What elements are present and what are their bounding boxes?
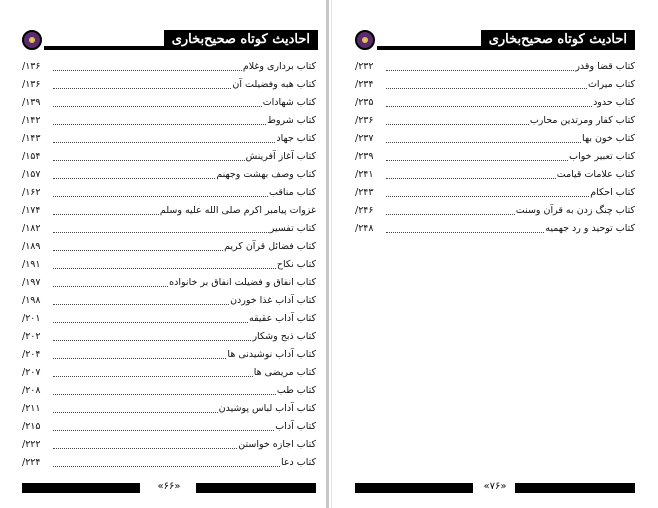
entry-title: کتاب برداری وغلام [242, 61, 316, 72]
dot-leader [386, 214, 515, 215]
entry-page-number: ۲۰۷/ [22, 367, 41, 378]
entry-title: کتاب انفاق و فضیلت انفاق بر خانواده [169, 277, 316, 288]
dot-leader [53, 286, 168, 287]
entry-title: کتاب ذبح وشکار [252, 331, 316, 342]
toc-entry [22, 256, 316, 274]
toc-entry [22, 184, 316, 202]
toc-entry [22, 346, 316, 364]
toc-entry [355, 94, 635, 112]
entry-title: کتاب جهاد [276, 133, 316, 144]
entry-title: کتاب حدود [593, 97, 635, 108]
toc-entry [22, 436, 316, 454]
dot-leader [53, 412, 218, 413]
toc-entry [22, 328, 316, 346]
left-page [0, 0, 320, 508]
toc-entry [22, 454, 316, 472]
footer-bar-left [355, 483, 473, 493]
toc-entry [22, 382, 316, 400]
toc-entry [22, 130, 316, 148]
dot-leader [53, 340, 251, 341]
toc-entry [22, 112, 316, 130]
entry-title: کتاب شهادات [262, 97, 316, 108]
dot-leader [53, 250, 223, 251]
dot-leader [53, 70, 242, 71]
header-title: احادیث کوتاه صحیح‌بخاری [481, 30, 635, 50]
entry-title: کتاب چنگ زدن به قرآن وسنت [515, 205, 635, 216]
toc-entry [355, 184, 635, 202]
entry-title: کتاب آداب [275, 421, 316, 432]
entry-title: کتاب مناقب [269, 187, 316, 198]
toc-entry [22, 310, 316, 328]
toc-entry [22, 400, 316, 418]
entry-page-number: ۲۳۵/ [355, 97, 374, 108]
entry-title: کتاب کفار ومرتدین محارب [529, 115, 635, 126]
dot-leader [53, 304, 229, 305]
dot-leader [53, 196, 268, 197]
dot-leader [53, 178, 215, 179]
entry-title: کتاب علامات قیامت [556, 169, 635, 180]
toc-entry [22, 364, 316, 382]
entry-page-number: ۲۱۵/ [22, 421, 41, 432]
entry-page-number: ۲۳۹/ [355, 151, 374, 162]
entry-page-number: ۲۴۳/ [355, 187, 374, 198]
dot-leader [53, 358, 226, 359]
dot-leader [53, 106, 262, 107]
toc-entry [355, 166, 635, 184]
entry-title: کتاب قضا وقدر [575, 61, 635, 72]
toc-entry [22, 220, 316, 238]
dot-leader [386, 70, 574, 71]
entry-title: کتاب توحید و رد جهمیه [545, 223, 635, 234]
dot-leader [53, 466, 280, 467]
entry-page-number: ۱۵۷/ [22, 169, 41, 180]
dot-leader [53, 232, 269, 233]
entry-page-number: ۱۴۲/ [22, 115, 41, 126]
dot-leader [53, 88, 231, 89]
entry-page-number: ۱۳۹/ [22, 97, 41, 108]
entry-page-number: ۲۴۸/ [355, 223, 374, 234]
emblem-icon [22, 30, 42, 50]
dot-leader [53, 268, 276, 269]
entry-page-number: ۲۰۱/ [22, 313, 41, 324]
dot-leader [386, 106, 592, 107]
entry-page-number: ۲۱۱/ [22, 403, 41, 414]
toc-entry [355, 202, 635, 220]
footer-bar-right [515, 483, 635, 493]
entry-title: کتاب میراث [587, 79, 635, 90]
entry-page-number: ۲۳۷/ [355, 133, 374, 144]
toc-entry [22, 238, 316, 256]
toc-entry [22, 292, 316, 310]
page-spine [326, 0, 329, 508]
entry-title: کتاب اجازه خواستن [238, 439, 316, 450]
dot-leader [53, 394, 276, 395]
entry-page-number: ۱۴۳/ [22, 133, 41, 144]
toc-entry [355, 148, 635, 166]
dot-leader [386, 124, 529, 125]
dot-leader [53, 376, 253, 377]
dot-leader [53, 322, 248, 323]
entry-page-number: ۱۸۲/ [22, 223, 41, 234]
entry-page-number: ۲۲۴/ [22, 457, 41, 468]
entry-page-number: ۲۴۶/ [355, 205, 374, 216]
entry-page-number: ۲۳۴/ [355, 79, 374, 90]
entry-page-number: ۲۲۲/ [22, 439, 41, 450]
entry-title: کتاب طب [276, 385, 316, 396]
entry-title: کتاب وصف بهشت وجهنم [216, 169, 316, 180]
entry-title: کتاب آداب نوشیدنی ها [227, 349, 316, 360]
page-spine-shadow [331, 0, 332, 508]
entry-page-number: ۲۰۴/ [22, 349, 41, 360]
entry-page-number: ۱۵۴/ [22, 151, 41, 162]
table-of-contents [22, 58, 316, 472]
entry-page-number: ۲۰۲/ [22, 331, 41, 342]
entry-page-number: ۲۴۱/ [355, 169, 374, 180]
dot-leader [53, 448, 237, 449]
footer-bar-left [22, 483, 140, 493]
entry-page-number: ۲۳۶/ [355, 115, 374, 126]
entry-title: کتاب دعا [280, 457, 316, 468]
toc-entry [355, 112, 635, 130]
dot-leader [53, 142, 275, 143]
entry-title: غزوات پیامبر اکرم صلی الله علیه وسلم [159, 205, 316, 216]
entry-title: کتاب فضائل قرآن کریم [224, 241, 316, 252]
page-header [355, 30, 635, 52]
entry-page-number: ۱۸۹/ [22, 241, 41, 252]
page-footer [22, 481, 316, 493]
entry-title: کتاب تفسیر [269, 223, 316, 234]
right-page [335, 0, 655, 508]
emblem-icon [355, 30, 375, 50]
entry-title: کتاب تعبیر خواب [569, 151, 635, 162]
entry-page-number: ۱۷۴/ [22, 205, 41, 216]
toc-entry [22, 418, 316, 436]
toc-entry [355, 130, 635, 148]
toc-entry [22, 202, 316, 220]
dot-leader [386, 88, 587, 89]
dot-leader [386, 178, 556, 179]
entry-title: کتاب هبه وفضیلت آن [232, 79, 316, 90]
table-of-contents [355, 58, 635, 238]
dot-leader [386, 142, 581, 143]
dot-leader [386, 196, 589, 197]
entry-title: کتاب آداب عقیقه [249, 313, 316, 324]
entry-title: کتاب احکام [590, 187, 635, 198]
entry-title: کتاب آداب لباس پوشیدن [218, 403, 316, 414]
page-header [22, 30, 318, 52]
dot-leader [53, 160, 245, 161]
toc-entry [22, 274, 316, 292]
footer-bar-right [196, 483, 316, 493]
entry-title: کتاب خون بها [582, 133, 635, 144]
entry-page-number: ۱۹۸/ [22, 295, 41, 306]
page-footer [355, 481, 635, 493]
entry-page-number: ۱۳۶/ [22, 79, 41, 90]
entry-title: کتاب شروط [267, 115, 316, 126]
dot-leader [53, 124, 266, 125]
toc-entry [22, 166, 316, 184]
toc-entry [355, 58, 635, 76]
entry-title: کتاب آداب غذا خوردن [230, 295, 316, 306]
toc-entry [22, 148, 316, 166]
dot-leader [53, 214, 159, 215]
entry-title: کتاب آغاز آفرینش [245, 151, 316, 162]
entry-page-number: ۱۹۷/ [22, 277, 41, 288]
page-number: «۷۶» [483, 481, 507, 492]
entry-page-number: ۲۰۸/ [22, 385, 41, 396]
toc-entry [22, 76, 316, 94]
entry-title: کتاب مریضی ها [253, 367, 316, 378]
toc-entry [22, 58, 316, 76]
dot-leader [53, 430, 274, 431]
entry-page-number: ۱۹۱/ [22, 259, 41, 270]
header-title: احادیث کوتاه صحیح‌بخاری [164, 30, 318, 50]
page-number: «۶۶» [157, 481, 181, 492]
entry-page-number: ۱۳۶/ [22, 61, 41, 72]
entry-page-number: ۱۶۲/ [22, 187, 41, 198]
dot-leader [386, 160, 568, 161]
toc-entry [22, 94, 316, 112]
toc-entry [355, 76, 635, 94]
toc-entry [355, 220, 635, 238]
entry-title: کتاب نکاح [276, 259, 316, 270]
dot-leader [386, 232, 544, 233]
entry-page-number: ۲۳۲/ [355, 61, 374, 72]
